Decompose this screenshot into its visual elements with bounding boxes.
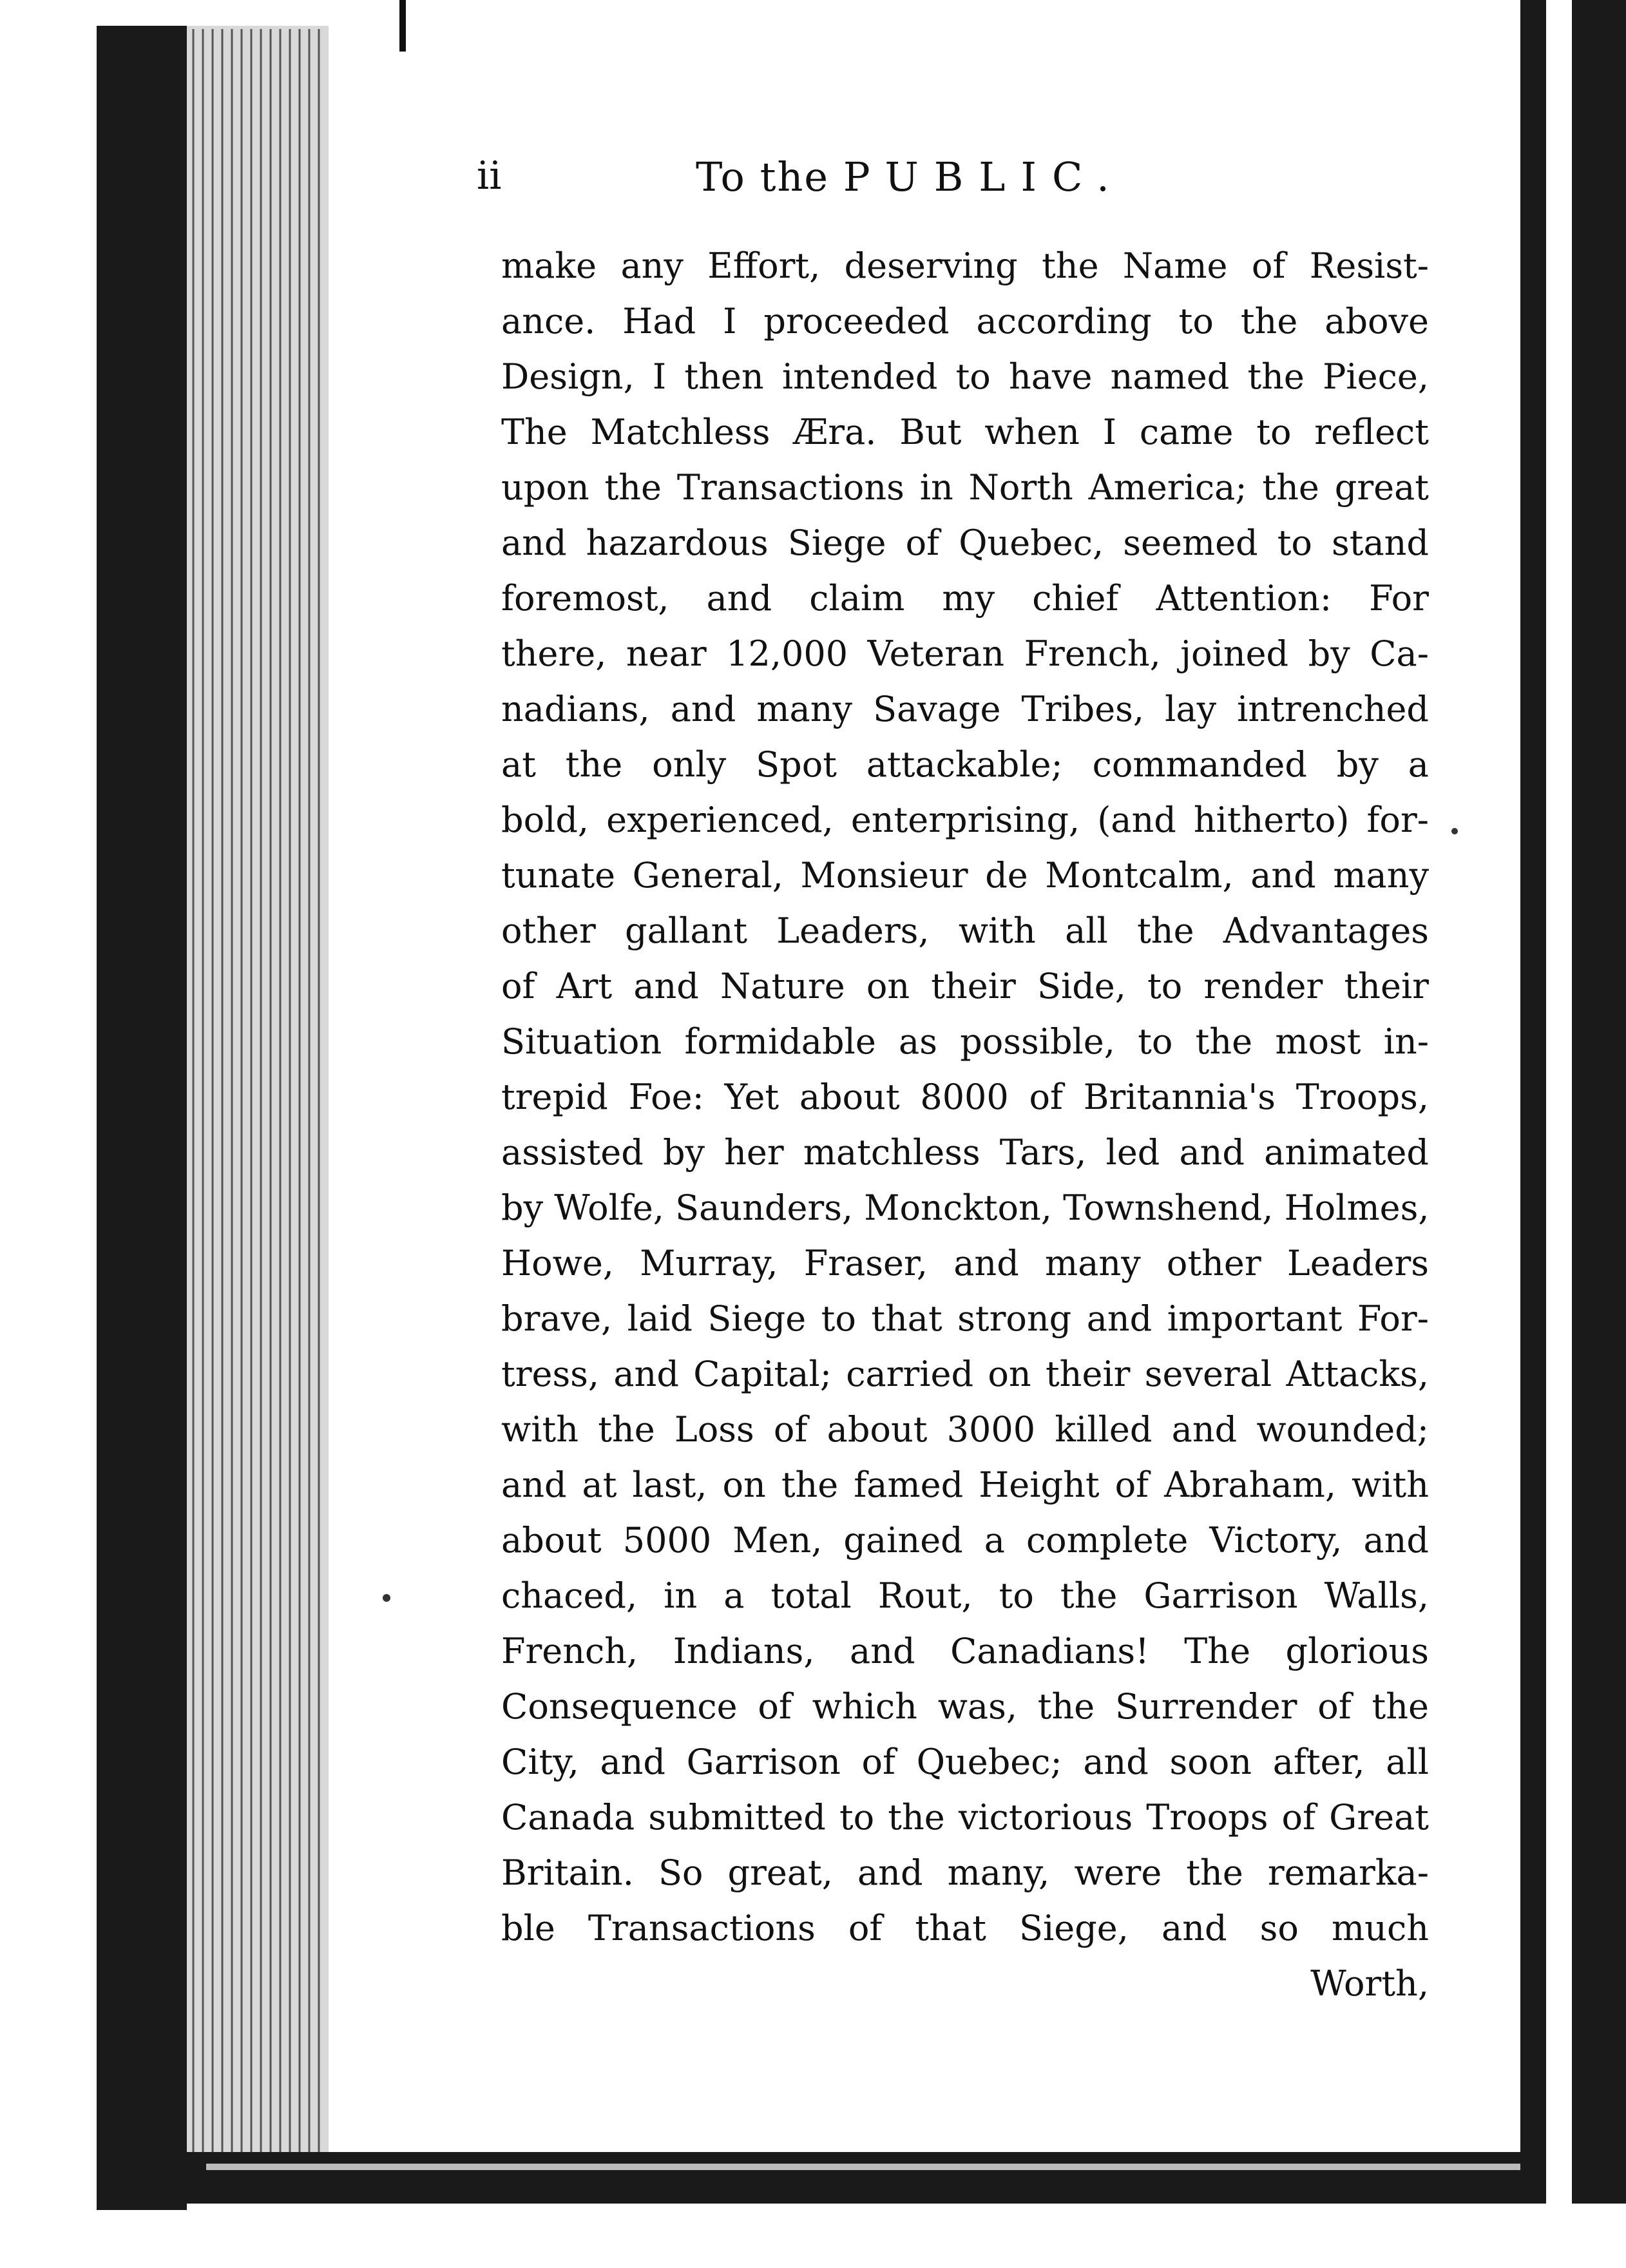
- page-number: ii: [477, 153, 502, 198]
- text-line: City, and Garrison of Quebec; and soon after, all: [501, 1742, 1429, 1782]
- text-line: bold, experienced, enterprising, (and hitherto) for-: [501, 800, 1429, 840]
- text-line: ble Transactions of that Siege, and so much: [501, 1908, 1429, 1948]
- text-line: brave, laid Siege to that strong and important For-: [501, 1298, 1429, 1339]
- running-title: [696, 153, 1125, 200]
- text-line: The Matchless Æra. But when I came to reflect: [501, 412, 1429, 452]
- text-line: assisted by her matchless Tars, led and animated: [501, 1132, 1429, 1173]
- text-line: by Wolfe, Saunders, Monckton, Townshend, Holmes,: [501, 1187, 1430, 1228]
- text-line: tunate General, Monsieur de Montcalm, and many: [501, 855, 1429, 896]
- running-title-caps: PUBLIC.: [843, 153, 1125, 200]
- text-line: Design, I then intended to have named the Piece,: [501, 356, 1429, 397]
- text-line: Situation formidable as possible, to the most in-: [501, 1021, 1429, 1062]
- text-line: Howe, Murray, Fraser, and many other Leaders: [501, 1243, 1429, 1283]
- text-line: at the only Spot attackable; commanded by a: [501, 744, 1429, 785]
- text-line: upon the Transactions in North America; the great: [501, 467, 1429, 508]
- text-line: make any Effort, deserving the Name of Resist-: [501, 245, 1429, 286]
- text-line: other gallant Leaders, with all the Advantages: [501, 910, 1429, 951]
- catchword-line: Worth,: [1310, 1963, 1429, 2004]
- text-line: foremost, and claim my chief Attention: For: [501, 578, 1429, 619]
- running-header: [477, 147, 1404, 211]
- text-line: Britain. So great, and many, were the remarka-: [501, 1852, 1429, 1893]
- text-line: with the Loss of about 3000 killed and wounded;: [501, 1409, 1429, 1450]
- text-line: and hazardous Siege of Quebec, seemed to stand: [501, 523, 1429, 563]
- text-line: about 5000 Men, gained a complete Victory, and: [501, 1520, 1429, 1561]
- text-line: Canada submitted to the victorious Troops of Great: [501, 1797, 1429, 1838]
- text-line: and at last, on the famed Height of Abraham, with: [501, 1465, 1429, 1505]
- text-line: nadians, and many Savage Tribes, lay intrenched: [501, 689, 1429, 729]
- text-line: of Art and Nature on their Side, to render their: [501, 966, 1429, 1006]
- text-line: French, Indians, and Canadians! The glorious: [501, 1631, 1429, 1671]
- running-title-prefix: To the: [696, 153, 830, 200]
- text-line: tress, and Capital; carried on their several Attacks,: [501, 1354, 1429, 1394]
- text-line: trepid Foe: Yet about 8000 of Britannia's Troops,: [501, 1077, 1429, 1117]
- text-line: there, near 12,000 Veteran French, joined by Ca-: [501, 633, 1429, 674]
- text-line: ance. Had I proceeded according to the above: [501, 301, 1429, 341]
- text-line: chaced, in a total Rout, to the Garrison Walls,: [501, 1575, 1429, 1616]
- text-line: Consequence of which was, the Surrender of the: [501, 1686, 1429, 1727]
